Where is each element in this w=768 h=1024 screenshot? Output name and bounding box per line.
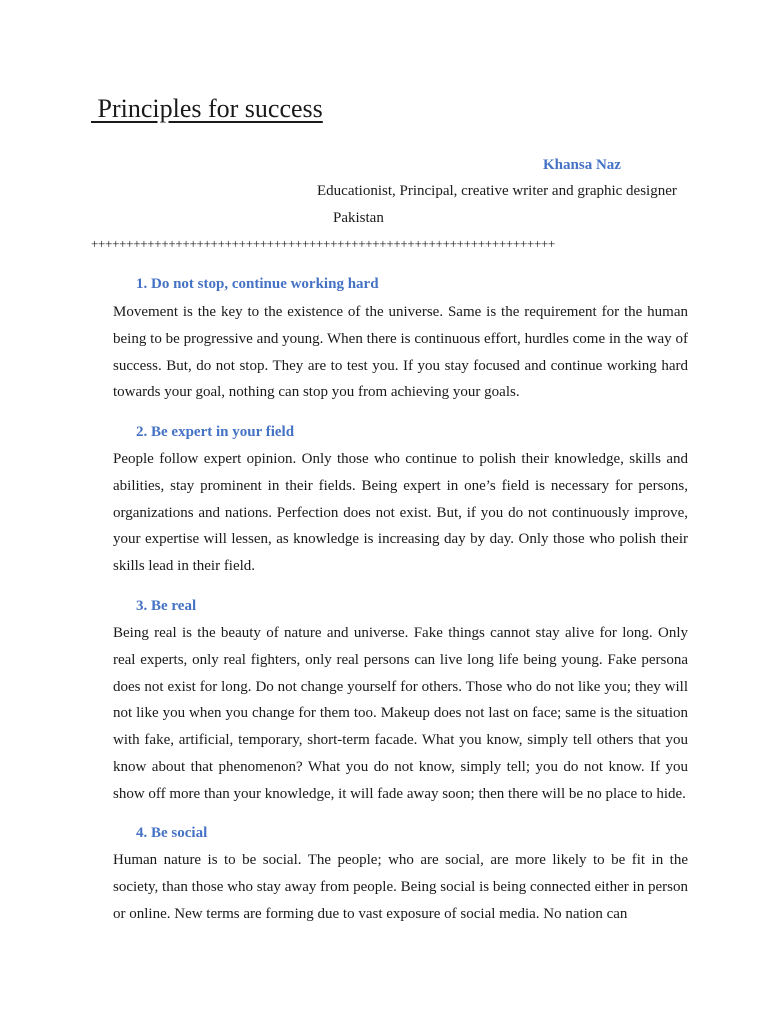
document-title: Principles for success bbox=[91, 94, 323, 123]
author-country: Pakistan bbox=[333, 210, 384, 226]
section-body-1: Movement is the key to the existence of the universe. Same is the requirement for the human being to be progressive and young. When there is continuous effort, hurdles come in the way of success. But, do not stop. They are to test you. If you stay focused and continue working hard towards your goal, nothing can stop you from achieving your goals. bbox=[113, 304, 688, 401]
section-heading-1: 1. Do not stop, continue working hard bbox=[136, 276, 379, 292]
divider-line: ++++++++++++++++++++++++++++++++++++++++++++++++++++++++++++++++++ bbox=[91, 236, 556, 251]
section-body-4: Human nature is to be social. The people; who are social, are more likely to be fit in the society, than those who stay away from people. Being social is being connected either in person or online. New terms are forming due to vast exposure of social media. No nation can bbox=[113, 852, 688, 922]
author-role: Educationist, Principal, creative writer and graphic designer bbox=[317, 183, 677, 199]
section-body-3: Being real is the beauty of nature and universe. Fake things cannot stay alive for long. Only real experts, only real fighters, only real persons can live long life being young. Fake persona does not exist for long. Do not change yourself for others. Those who do not like you; they will not like you when you change for them too. Makeup does not last on face; same is the situation with fake, artificial, temporary, short-term facade. What you know, simply tell others that you know about that phenomenon? What you do not know, simply tell; you do not know. If you show off more than your knowledge, it will fade away soon; then there will be no place to hide. bbox=[113, 625, 688, 802]
section-heading-4: 4. Be social bbox=[136, 825, 208, 841]
section-heading-3: 3. Be real bbox=[136, 598, 197, 614]
section-heading-2: 2. Be expert in your field bbox=[136, 424, 295, 440]
author-name: Khansa Naz bbox=[543, 157, 621, 173]
section-body-2: People follow expert opinion. Only those who continue to polish their knowledge, skills and abilities, stay prominent in their fields. Being expert in one’s field is necessary for persons, organizations and nations. Perfection does not exist. But, if you do not continuously improve, your expertise will lessen, as knowledge is increasing day by day. Only those who polish their skills lead in their field. bbox=[113, 451, 688, 575]
